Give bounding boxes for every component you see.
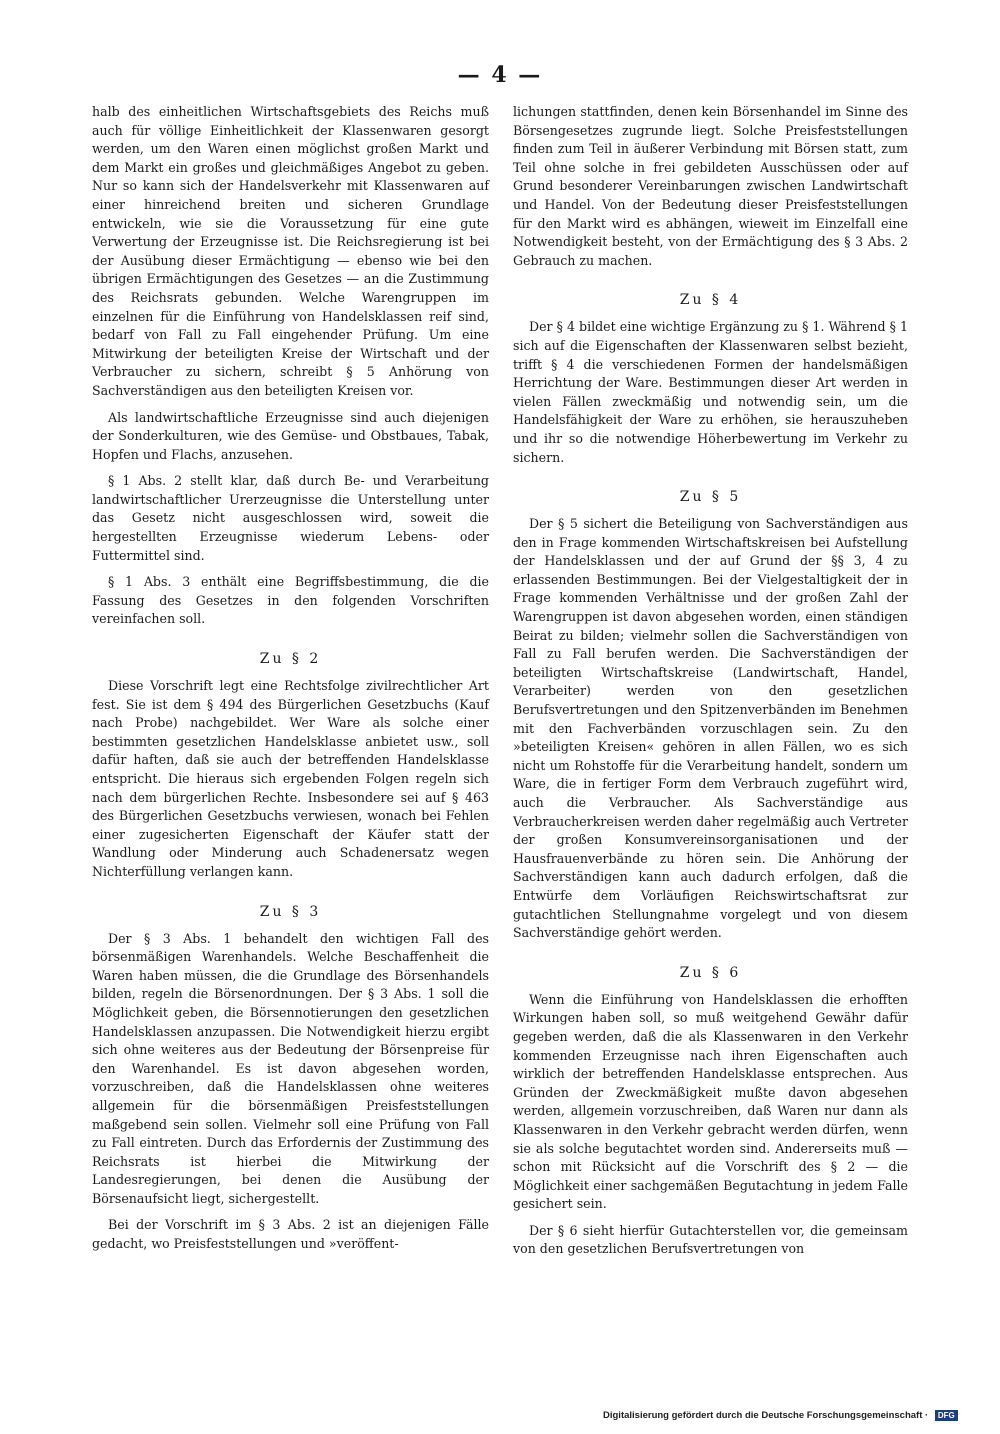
footer-credit bbox=[603, 1410, 958, 1421]
dfg-logo: DFG bbox=[935, 1410, 958, 1421]
section-heading-zu-4: Zu § 4 bbox=[679, 292, 742, 309]
section-heading-zu-5: Zu § 5 bbox=[679, 489, 742, 506]
section-heading-zu-6: Zu § 6 bbox=[679, 964, 742, 981]
paragraph: halb des einheitlichen Wirtschaftsgebiets des Reichs muß auch für völlige Einheitlichkeit der Klassenwaren gesorgt werden, um den Waren einen möglichst großen Markt und dem Markt ein großes und gleichmäßiges Angebot zu geben. Nur so kann sich der Handelsverkehr mit Klassenwaren auf einer hinreichend breiten und sicheren Grundlage entwickeln, wie sie die Voraussetzung für eine gute Verwertung der Erzeugnisse ist. Die Reichsregierung ist bei der Ausübung dieser Ermächtigung — ebenso wie bei den übrigen Ermächtigungen des Gesetzes — an die Zustimmung des Reichsrats gebunden. Welche Warengruppen im einzelnen für die Einführung von Handelsklassen reif sind, bedarf von Fall zu Fall eingehender Prüfung. Um eine Mitwirkung der beteiligten Kreise der Wirtschaft und der Verbraucher zu sichern, schreibt § 5 Anhörung von Sachverständigen aus den beteiligten Kreisen vor. bbox=[92, 104, 489, 398]
paragraph: Der § 4 bildet eine wichtige Ergänzung zu § 1. Während § 1 sich auf die Eigenschaften der Klassenwaren selbst bezieht, trifft § 4 die verschiedenen Formen der handelsmäßigen Herrichtung der Ware. Bestimmungen dieser Art werden in vielen Fällen zweckmäßig und notwendig sein, um die Handelsfähigkeit der Ware zu erhöhen, sie herauszuheben und ihr so die notwendige Höherbewertung im Verkehr zu sichern. bbox=[513, 319, 908, 465]
paragraph: § 1 Abs. 2 stellt klar, daß durch Be- und Verarbeitung landwirtschaftlicher Urerzeugnisse die Unterstellung unter das Gesetz nicht ausgeschlossen wird, soweit die hergestellten Erzeugnisse wiederum Lebens- oder Futtermittel sind. bbox=[92, 473, 489, 563]
paragraph: Diese Vorschrift legt eine Rechtsfolge zivilrechtlicher Art fest. Sie ist dem § 494 des Bürgerlichen Gesetzbuchs (Kauf nach Probe) nachgebildet. Wer Ware als solche einer bestimmten gesetzlichen Handelsklasse anbietet usw., soll dafür haften, daß sie auch der betreffenden Handelsklasse entspricht. Die hieraus sich ergebenden Folgen regeln sich nach dem bürgerlichen Rechte. Insbesondere sei auf § 463 des Bürgerlichen Gesetzbuchs verwiesen, wonach bei Fehlen einer zugesicherten Eigenschaft der Käufer statt der Wandlung oder Minderung auch Schadenersatz wegen Nichterfüllung verlangen kann. bbox=[92, 678, 489, 879]
right-column bbox=[513, 103, 908, 1267]
footer-text: Digitalisierung gefördert durch die Deutsche Forschungsgemeinschaft · bbox=[603, 1410, 929, 1422]
paragraph: Bei der Vorschrift im § 3 Abs. 2 ist an diejenigen Fälle gedacht, wo Preisfeststellungen und »veröffent- bbox=[92, 1217, 489, 1252]
left-column bbox=[92, 103, 489, 1262]
paragraph: Der § 5 sichert die Beteiligung von Sachverständigen aus den in Frage kommenden Wirtschaftskreisen bei Aufstellung der Handelsklassen und der auf Grund der §§ 3, 4 zu erlassenden Bestimmungen. Bei der Vielgestaltigkeit der in Frage kommenden Verhältnisse und der großen Zahl der Warengruppen ist davon abgesehen worden, einen ständigen Beirat zu bilden; vielmehr sollen die Sachverständigen von Fall zu Fall berufen werden. Die Sachverständigen der beteiligten Wirtschaftskreise (Landwirtschaft, Handel, Verarbeiter) werden von den gesetzlichen Berufsvertretungen und den Spitzenverbänden im Benehmen mit den Fachverbänden vorzuschlagen sein. Zu den »beteiligten Kreisen« gehören in allen Fällen, wo es sich nicht um Rohstoffe für die Verarbeitung handelt, sondern um Ware, die in fertiger Form dem Verbrauch zugeführt wird, auch die Verbraucher. Als Sachverständige aus Verbraucherkreisen werden daher regelmäßig auch Vertreter der großen Konsumvereinsorganisationen und der Hausfrauenverbände zu hören sein. Die Anhörung der Sachverständigen kann auch dadurch erfolgen, daß die Entwürfe dem Vorläufigen Reichswirtschaftsrat zur gutachtlichen Stellungnahme vorgelegt und von diesem Sachverständige gehört werden. bbox=[513, 516, 908, 941]
paragraph: lichungen stattfinden, denen kein Börsenhandel im Sinne des Börsengesetzes zugrunde liegt. Solche Preisfeststellungen finden zum Teil in äußerer Verbindung mit Börsen statt, zum Teil ohne solche in frei gebildeten Ausschüssen oder auf Grund besonderer Vereinbarungen zwischen Landwirtschaft und Handel. Von der Bedeutung dieser Preisfeststellungen für den Markt wird es abhängen, wieweit im Einzelfall eine Notwendigkeit besteht, von der Ermächtigung des § 3 Abs. 2 Gebrauch zu machen. bbox=[513, 104, 908, 268]
paragraph: Der § 3 Abs. 1 behandelt den wichtigen Fall des börsenmäßigen Warenhandels. Welche Beschaffenheit die Waren haben müssen, die die Grundlage des Börsenhandels bilden, regeln die Börsenordnungen. Der § 3 Abs. 1 soll die Möglichkeit geben, die Börsennotierungen den gesetzlichen Handelsklassen anzupassen. Die Notwendigkeit hierzu ergibt sich ohne weiteres aus der Bedeutung der Börsenpreise für den Warenhandel. Es ist davon abgesehen worden, vorzuschreiben, daß die Handelsklassen ohne weiteres allgemein für die börsenmäßigen Preisfeststellungen maßgebend sein sollen. Vielmehr soll eine Prüfung von Fall zu Fall eintreten. Durch das Erfordernis der Zustimmung des Reichsrats ist hierbei die Mitwirkung der Landesregierungen, bei denen die Ausübung der Börsenaufsicht liegt, sichergestellt. bbox=[92, 930, 489, 1206]
paragraph: § 1 Abs. 3 enthält eine Begriffsbestimmung, die die Fassung des Gesetzes in den folgenden Vorschriften vereinfachen soll. bbox=[92, 574, 489, 627]
page-number: — 4 — bbox=[457, 62, 543, 88]
section-heading-zu-3: Zu § 3 bbox=[259, 903, 322, 920]
paragraph: Wenn die Einführung von Handelsklassen die erhofften Wirkungen haben soll, so muß weitgehend Gewähr dafür gegeben werden, daß die als Klassenwaren in den Verkehr kommenden Erzeugnisse nach ihren Eigenschaften auch wirklich der betreffenden Handelsklasse entsprechen. Aus Gründen der Zweckmäßigkeit mußte davon abgesehen werden, allgemein vorzuschreiben, daß Waren nur dann als Klassenwaren in den Verkehr gebracht werden dürfen, wenn sie als solche begutachtet worden sind. Andererseits muß — schon mit Rücksicht auf die Vorschrift des § 2 — die Möglichkeit einer sachgemäßen Begutachtung in jedem Falle gesichert sein. bbox=[513, 991, 908, 1212]
section-heading-zu-2: Zu § 2 bbox=[259, 651, 322, 668]
paragraph: Der § 6 sieht hierfür Gutachterstellen vor, die gemeinsam von den gesetzlichen Berufsvertretungen von bbox=[513, 1222, 908, 1257]
paragraph: Als landwirtschaftliche Erzeugnisse sind auch diejenigen der Sonderkulturen, wie des Gemüse- und Obstbaues, Tabak, Hopfen und Flachs, anzusehen. bbox=[92, 409, 489, 462]
